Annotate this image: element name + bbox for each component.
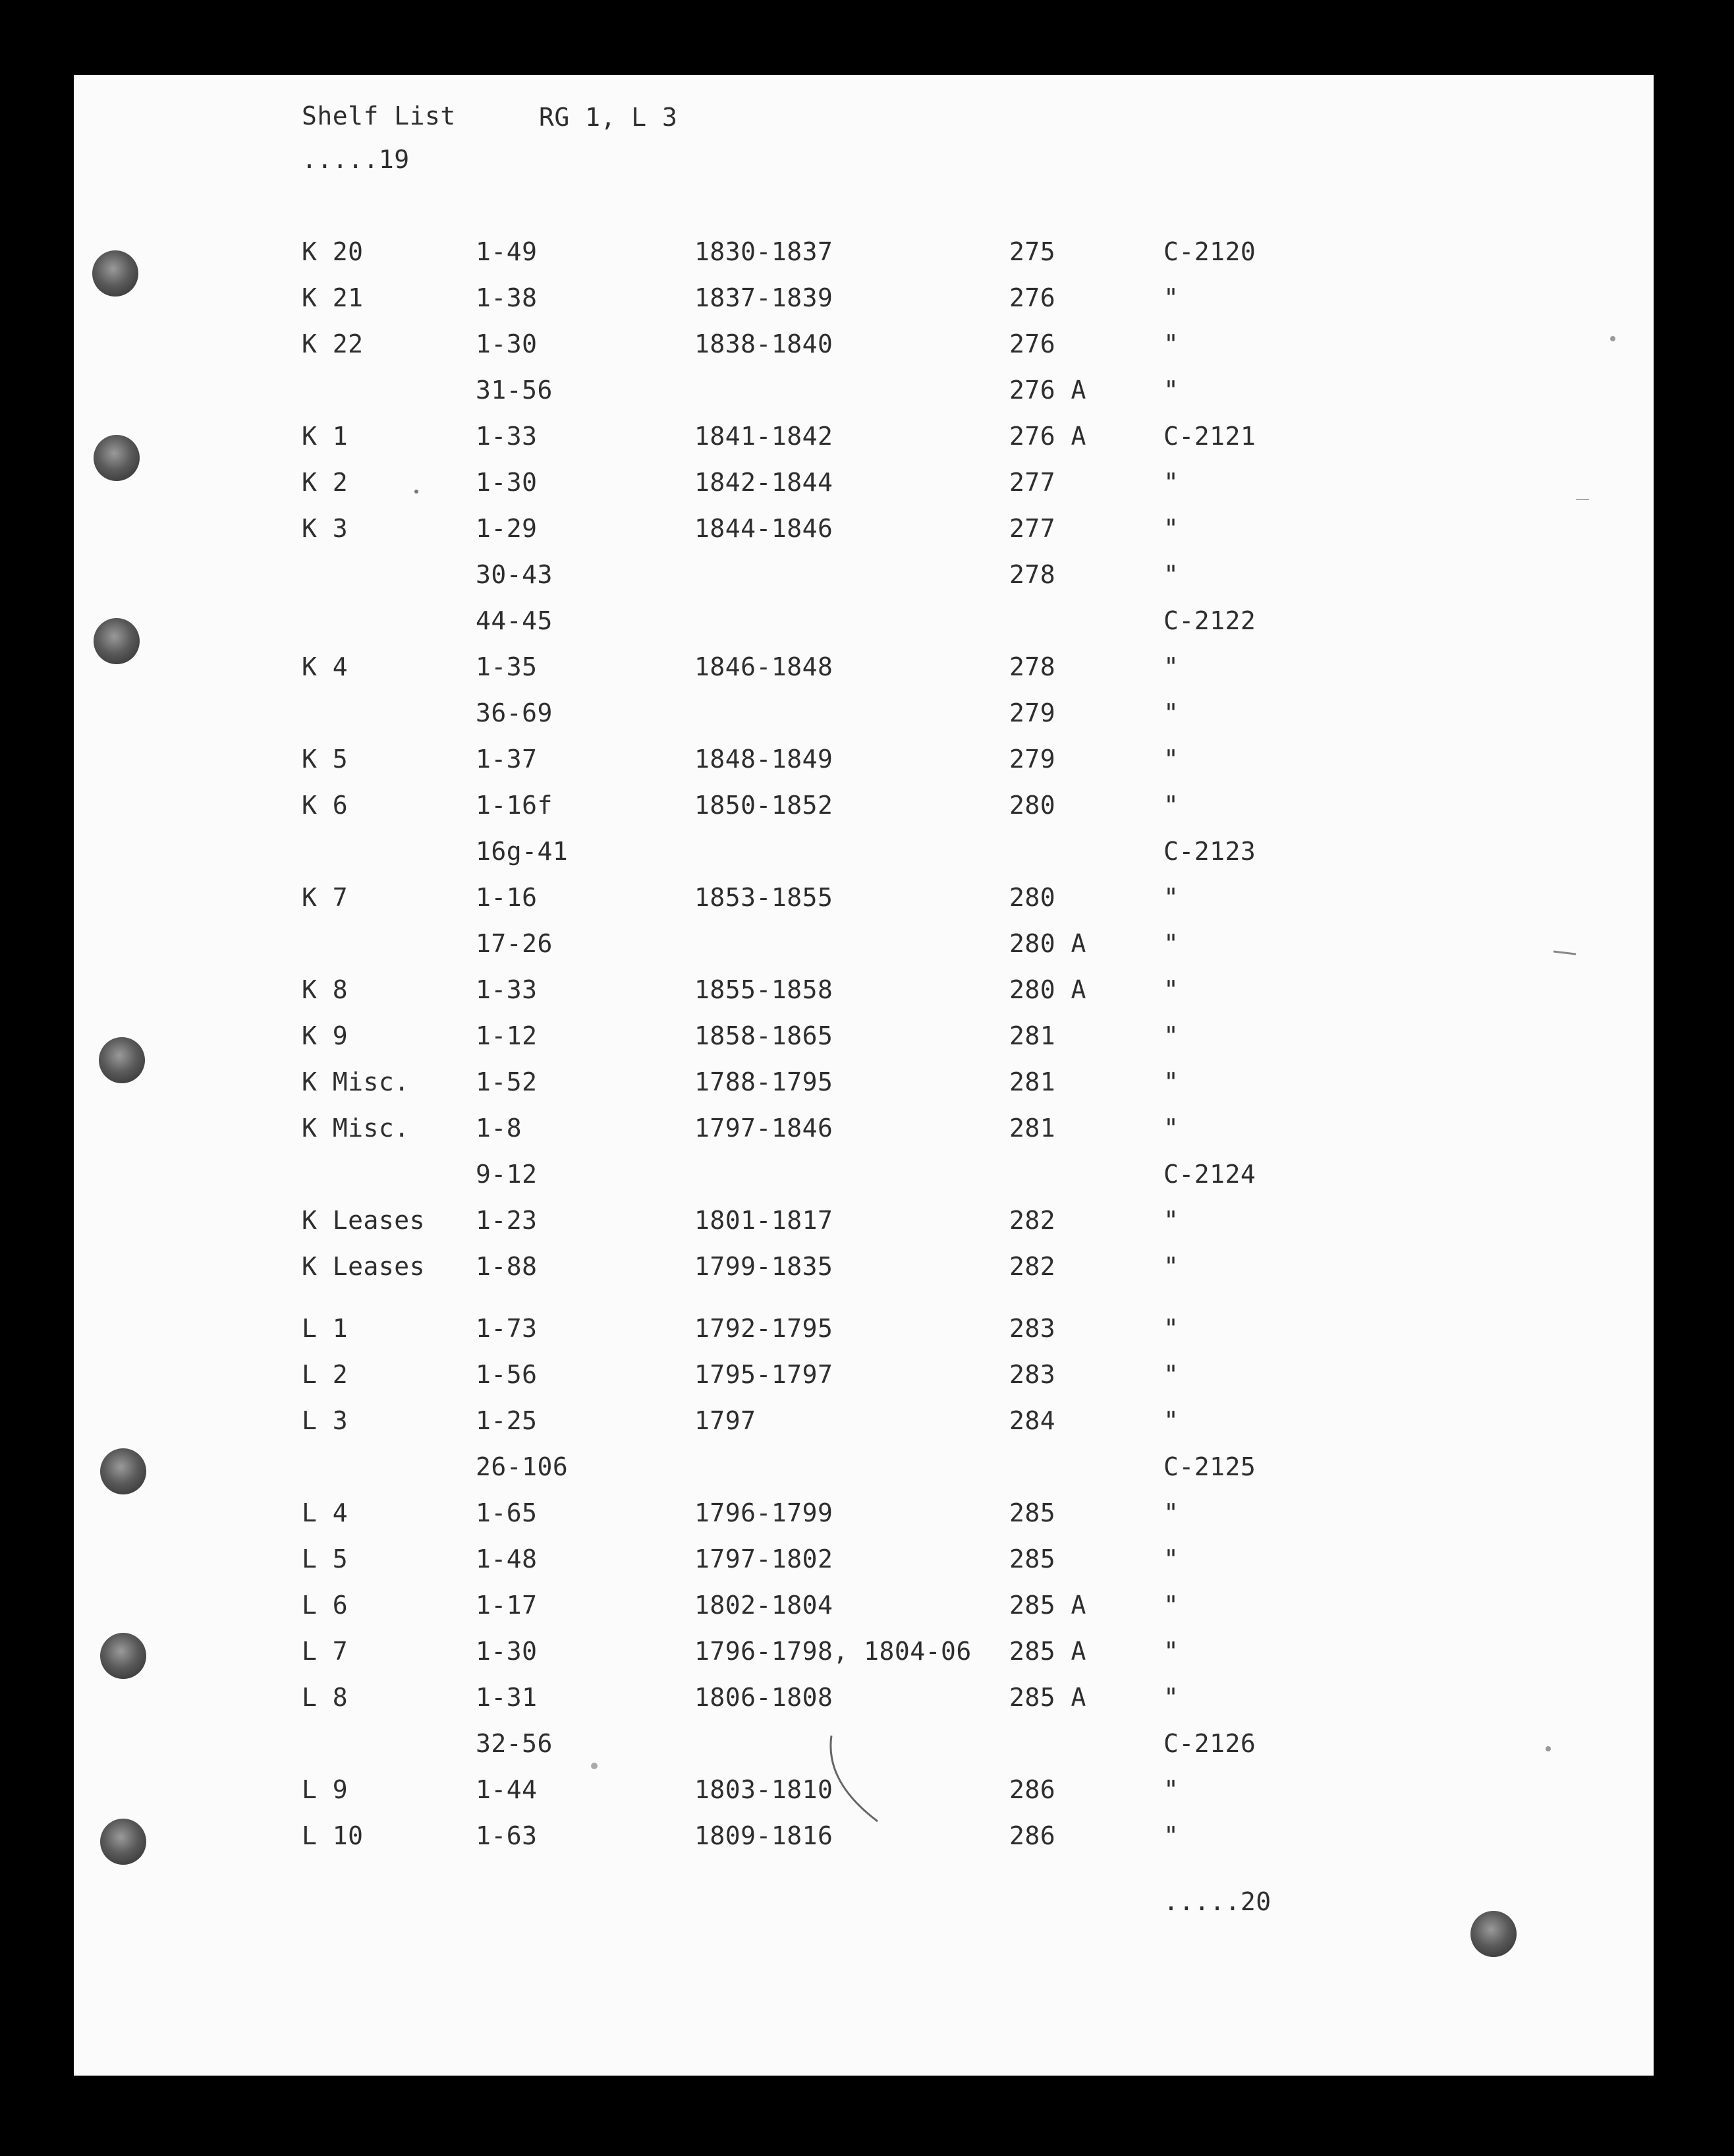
row-items: 36-69 xyxy=(476,698,553,727)
table-row xyxy=(74,1021,1654,1067)
row-dates: 1838-1840 xyxy=(694,329,833,358)
row-volume: 278 xyxy=(1009,560,1056,589)
row-series: L 6 xyxy=(302,1591,349,1620)
row-items: 1-29 xyxy=(476,514,538,543)
row-volume: 280 A xyxy=(1009,975,1086,1004)
row-dates: 1803-1810 xyxy=(694,1775,833,1804)
table-row xyxy=(74,514,1654,560)
table-row xyxy=(74,1114,1654,1160)
row-reel: " xyxy=(1163,1314,1179,1343)
row-series: L 10 xyxy=(302,1821,364,1850)
row-items: 1-73 xyxy=(476,1314,538,1343)
shelf-list-table xyxy=(74,237,1654,1867)
row-reel: C-2122 xyxy=(1163,606,1256,635)
row-dates: 1837-1839 xyxy=(694,283,833,312)
row-items: 1-38 xyxy=(476,283,538,312)
table-row xyxy=(74,606,1654,652)
table-row xyxy=(74,1452,1654,1498)
row-reel: " xyxy=(1163,1637,1179,1666)
row-reel: " xyxy=(1163,883,1179,912)
punch-hole xyxy=(1470,1911,1517,1957)
row-series: K Misc. xyxy=(302,1114,410,1143)
table-row xyxy=(74,1067,1654,1114)
row-dates: 1846-1848 xyxy=(694,652,833,681)
row-reel: " xyxy=(1163,1252,1179,1281)
table-row xyxy=(74,468,1654,514)
table-row xyxy=(74,883,1654,929)
row-dates: 1802-1804 xyxy=(694,1591,833,1620)
table-row xyxy=(74,283,1654,329)
row-items: 31-56 xyxy=(476,376,553,405)
row-volume: 282 xyxy=(1009,1206,1056,1235)
row-series: K 2 xyxy=(302,468,349,497)
table-row xyxy=(74,1775,1654,1821)
row-volume: 281 xyxy=(1009,1067,1056,1096)
row-items: 30-43 xyxy=(476,560,553,589)
row-series: L 4 xyxy=(302,1498,349,1527)
table-row xyxy=(74,1160,1654,1206)
row-reel: " xyxy=(1163,698,1179,727)
row-dates: 1797-1802 xyxy=(694,1545,833,1574)
row-volume: 277 xyxy=(1009,468,1056,497)
row-items: 1-49 xyxy=(476,237,538,266)
row-reel: " xyxy=(1163,1360,1179,1389)
row-volume: 285 xyxy=(1009,1545,1056,1574)
row-volume: 281 xyxy=(1009,1114,1056,1143)
table-row xyxy=(74,560,1654,606)
row-items: 1-88 xyxy=(476,1252,538,1281)
table-row xyxy=(74,1683,1654,1729)
row-items: 17-26 xyxy=(476,929,553,958)
row-volume: 284 xyxy=(1009,1406,1056,1435)
row-reel: " xyxy=(1163,652,1179,681)
row-series: L 1 xyxy=(302,1314,349,1343)
row-items: 1-44 xyxy=(476,1775,538,1804)
continued-from-marker: .....19 xyxy=(302,145,410,174)
row-dates: 1844-1846 xyxy=(694,514,833,543)
row-reel: " xyxy=(1163,329,1179,358)
row-dates: 1796-1798, 1804-06 xyxy=(694,1637,972,1666)
row-volume: 276 xyxy=(1009,283,1056,312)
table-row xyxy=(74,1406,1654,1452)
row-series: K 9 xyxy=(302,1021,349,1050)
record-group-reference: RG 1, L 3 xyxy=(539,103,678,132)
row-items: 1-30 xyxy=(476,468,538,497)
continued-to-marker: .....20 xyxy=(1163,1887,1272,1916)
row-series: K 4 xyxy=(302,652,349,681)
row-items: 1-56 xyxy=(476,1360,538,1389)
row-reel: " xyxy=(1163,791,1179,820)
row-reel: C-2126 xyxy=(1163,1729,1256,1758)
row-volume: 285 xyxy=(1009,1498,1056,1527)
row-volume: 280 xyxy=(1009,883,1056,912)
row-items: 1-16f xyxy=(476,791,553,820)
row-volume: 276 A xyxy=(1009,422,1086,451)
row-volume: 280 xyxy=(1009,791,1056,820)
row-series: L 7 xyxy=(302,1637,349,1666)
row-reel: C-2120 xyxy=(1163,237,1256,266)
row-items: 1-35 xyxy=(476,652,538,681)
row-volume: 276 xyxy=(1009,329,1056,358)
row-items: 1-63 xyxy=(476,1821,538,1850)
row-items: 1-30 xyxy=(476,1637,538,1666)
row-volume: 285 A xyxy=(1009,1637,1086,1666)
row-series: L 3 xyxy=(302,1406,349,1435)
table-row xyxy=(74,329,1654,376)
row-series: K Misc. xyxy=(302,1067,410,1096)
row-volume: 279 xyxy=(1009,698,1056,727)
row-dates: 1853-1855 xyxy=(694,883,833,912)
row-dates: 1848-1849 xyxy=(694,745,833,774)
row-volume: 275 xyxy=(1009,237,1056,266)
row-items: 26-106 xyxy=(476,1452,569,1481)
table-row xyxy=(74,1545,1654,1591)
row-reel: " xyxy=(1163,1545,1179,1574)
row-items: 1-25 xyxy=(476,1406,538,1435)
row-series: K 8 xyxy=(302,975,349,1004)
row-series: K 1 xyxy=(302,422,349,451)
row-items: 1-33 xyxy=(476,975,538,1004)
row-reel: " xyxy=(1163,1406,1179,1435)
table-row xyxy=(74,1821,1654,1867)
row-dates: 1806-1808 xyxy=(694,1683,833,1712)
row-volume: 285 A xyxy=(1009,1591,1086,1620)
row-volume: 276 A xyxy=(1009,376,1086,405)
row-items: 1-30 xyxy=(476,329,538,358)
row-dates: 1841-1842 xyxy=(694,422,833,451)
row-reel: " xyxy=(1163,929,1179,958)
row-series: L 8 xyxy=(302,1683,349,1712)
row-items: 1-23 xyxy=(476,1206,538,1235)
row-reel: " xyxy=(1163,468,1179,497)
row-reel: " xyxy=(1163,1591,1179,1620)
row-volume: 281 xyxy=(1009,1021,1056,1050)
row-volume: 282 xyxy=(1009,1252,1056,1281)
row-reel: " xyxy=(1163,1067,1179,1096)
row-dates: 1830-1837 xyxy=(694,237,833,266)
row-series: K 21 xyxy=(302,283,364,312)
row-series: L 5 xyxy=(302,1545,349,1574)
table-row xyxy=(74,237,1654,283)
row-items: 32-56 xyxy=(476,1729,553,1758)
row-items: 1-12 xyxy=(476,1021,538,1050)
row-series: K 7 xyxy=(302,883,349,912)
row-volume: 283 xyxy=(1009,1314,1056,1343)
table-row xyxy=(74,376,1654,422)
row-items: 1-8 xyxy=(476,1114,522,1143)
row-dates: 1795-1797 xyxy=(694,1360,833,1389)
row-items: 1-48 xyxy=(476,1545,538,1574)
row-reel: " xyxy=(1163,745,1179,774)
table-row xyxy=(74,1314,1654,1360)
row-dates: 1850-1852 xyxy=(694,791,833,820)
row-reel: C-2121 xyxy=(1163,422,1256,451)
row-dates: 1801-1817 xyxy=(694,1206,833,1235)
row-volume: 286 xyxy=(1009,1821,1056,1850)
row-series: L 2 xyxy=(302,1360,349,1389)
row-dates: 1788-1795 xyxy=(694,1067,833,1096)
row-series: K Leases xyxy=(302,1252,426,1281)
row-series: K 3 xyxy=(302,514,349,543)
row-reel: " xyxy=(1163,1021,1179,1050)
row-items: 1-31 xyxy=(476,1683,538,1712)
row-dates: 1858-1865 xyxy=(694,1021,833,1050)
row-items: 1-37 xyxy=(476,745,538,774)
row-reel: C-2123 xyxy=(1163,837,1256,866)
row-items: 1-17 xyxy=(476,1591,538,1620)
list-title: Shelf List xyxy=(302,101,456,130)
row-reel: " xyxy=(1163,1114,1179,1143)
row-series: K Leases xyxy=(302,1206,426,1235)
row-reel: " xyxy=(1163,1775,1179,1804)
row-reel: C-2125 xyxy=(1163,1452,1256,1481)
row-volume: 277 xyxy=(1009,514,1056,543)
table-row xyxy=(74,929,1654,975)
table-row xyxy=(74,1729,1654,1775)
row-dates: 1792-1795 xyxy=(694,1314,833,1343)
row-reel: " xyxy=(1163,1683,1179,1712)
table-row xyxy=(74,1206,1654,1252)
row-items: 44-45 xyxy=(476,606,553,635)
table-row xyxy=(74,1637,1654,1683)
table-row xyxy=(74,1498,1654,1545)
row-reel: " xyxy=(1163,514,1179,543)
document-page xyxy=(74,75,1654,2076)
row-dates: 1796-1799 xyxy=(694,1498,833,1527)
table-row xyxy=(74,791,1654,837)
row-reel: " xyxy=(1163,1821,1179,1850)
row-dates: 1809-1816 xyxy=(694,1821,833,1850)
table-row xyxy=(74,1591,1654,1637)
row-reel: " xyxy=(1163,975,1179,1004)
row-items: 1-16 xyxy=(476,883,538,912)
row-volume: 286 xyxy=(1009,1775,1056,1804)
row-reel: " xyxy=(1163,376,1179,405)
row-series: K 5 xyxy=(302,745,349,774)
row-items: 9-12 xyxy=(476,1160,538,1189)
row-volume: 285 A xyxy=(1009,1683,1086,1712)
row-reel: " xyxy=(1163,1206,1179,1235)
row-reel: " xyxy=(1163,283,1179,312)
row-volume: 283 xyxy=(1009,1360,1056,1389)
row-volume: 280 A xyxy=(1009,929,1086,958)
table-row xyxy=(74,837,1654,883)
table-row xyxy=(74,652,1654,698)
row-items: 16g-41 xyxy=(476,837,569,866)
row-dates: 1797 xyxy=(694,1406,756,1435)
table-row xyxy=(74,698,1654,745)
table-row xyxy=(74,1360,1654,1406)
row-volume: 278 xyxy=(1009,652,1056,681)
row-series: L 9 xyxy=(302,1775,349,1804)
row-reel: " xyxy=(1163,560,1179,589)
row-dates: 1842-1844 xyxy=(694,468,833,497)
row-volume: 279 xyxy=(1009,745,1056,774)
row-series: K 20 xyxy=(302,237,364,266)
table-row xyxy=(74,422,1654,468)
table-row xyxy=(74,1252,1654,1298)
row-items: 1-65 xyxy=(476,1498,538,1527)
row-dates: 1855-1858 xyxy=(694,975,833,1004)
row-reel: C-2124 xyxy=(1163,1160,1256,1189)
row-series: K 6 xyxy=(302,791,349,820)
row-reel: " xyxy=(1163,1498,1179,1527)
row-series: K 22 xyxy=(302,329,364,358)
row-items: 1-33 xyxy=(476,422,538,451)
row-dates: 1797-1846 xyxy=(694,1114,833,1143)
table-row xyxy=(74,745,1654,791)
row-items: 1-52 xyxy=(476,1067,538,1096)
table-row xyxy=(74,975,1654,1021)
row-dates: 1799-1835 xyxy=(694,1252,833,1281)
